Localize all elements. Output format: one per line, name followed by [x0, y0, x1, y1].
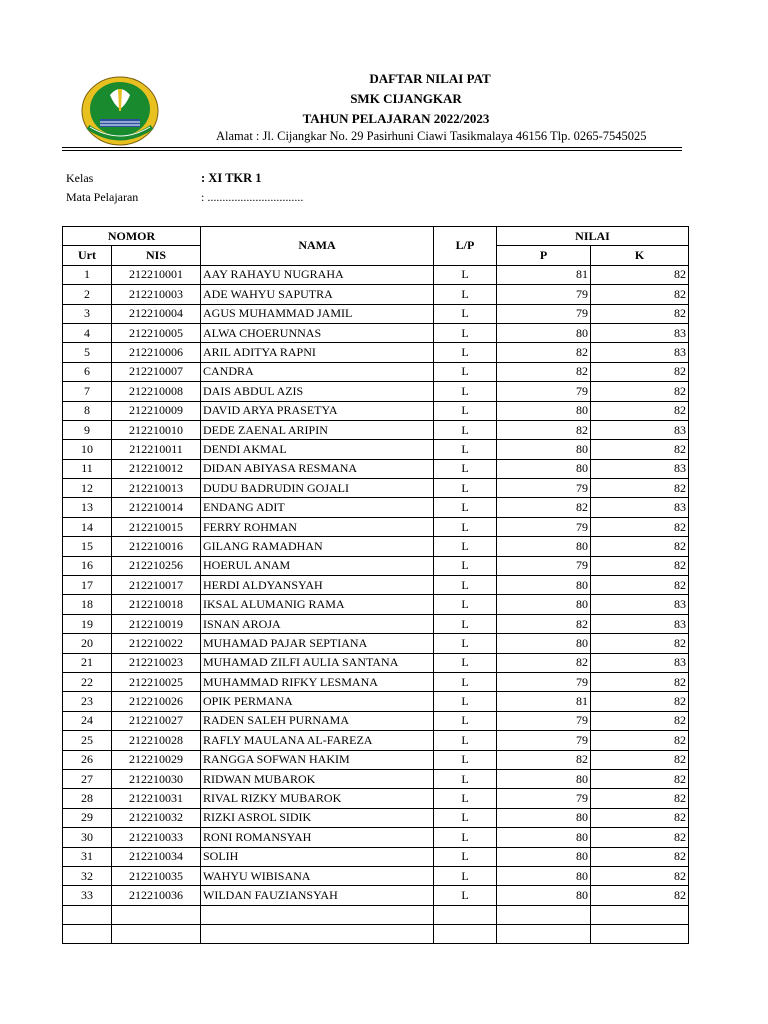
table-row — [63, 265, 689, 284]
table-row — [63, 304, 689, 323]
row-lp: L — [434, 653, 497, 672]
row-nis: 212210009 — [112, 401, 201, 420]
row-lp: L — [434, 420, 497, 439]
row-nilai-k: 82 — [591, 828, 689, 847]
academic-year: TAHUN PELAJARAN 2022/2023 — [302, 111, 490, 126]
row-nilai-p: 80 — [497, 808, 591, 827]
empty-cell — [63, 925, 112, 944]
table-row — [63, 789, 689, 808]
row-nama: ALWA CHOERUNNAS — [201, 323, 434, 342]
row-nilai-p: 79 — [497, 672, 591, 691]
row-nama: CANDRA — [201, 362, 434, 381]
row-urt: 12 — [63, 479, 112, 498]
header-divider-bottom — [62, 150, 682, 151]
row-nilai-k: 82 — [591, 866, 689, 885]
row-nis: 212210256 — [112, 556, 201, 575]
row-nilai-k: 83 — [591, 420, 689, 439]
row-nis: 212210008 — [112, 382, 201, 401]
row-urt: 16 — [63, 556, 112, 575]
row-nis: 212210015 — [112, 517, 201, 536]
table-row — [63, 479, 689, 498]
row-nilai-p: 80 — [497, 595, 591, 614]
row-nama: SOLIH — [201, 847, 434, 866]
row-nama: WAHYU WIBISANA — [201, 866, 434, 885]
row-nama: ISNAN AROJA — [201, 614, 434, 633]
header-nilai: NILAI — [497, 227, 689, 246]
table-row — [63, 711, 689, 730]
row-nilai-p: 80 — [497, 634, 591, 653]
row-nama: RIVAL RIZKY MUBAROK — [201, 789, 434, 808]
row-nilai-k: 82 — [591, 750, 689, 769]
empty-row — [63, 925, 689, 944]
row-nama: FERRY ROHMAN — [201, 517, 434, 536]
row-nama: ARIL ADITYA RAPNI — [201, 343, 434, 362]
empty-row — [63, 905, 689, 924]
row-nama: MUHAMAD PAJAR SEPTIANA — [201, 634, 434, 653]
kelas-value: : XI TKR 1 — [201, 171, 262, 185]
row-nis: 212210017 — [112, 576, 201, 595]
row-nama: RIDWAN MUBAROK — [201, 769, 434, 788]
row-nama: HOERUL ANAM — [201, 556, 434, 575]
row-nis: 212210028 — [112, 731, 201, 750]
row-lp: L — [434, 576, 497, 595]
row-nis: 212210012 — [112, 459, 201, 478]
table-row — [63, 672, 689, 691]
row-nilai-k: 82 — [591, 265, 689, 284]
table-row — [63, 323, 689, 342]
row-nilai-k: 83 — [591, 343, 689, 362]
row-urt: 33 — [63, 886, 112, 905]
row-nama: MUHAMAD ZILFI AULIA SANTANA — [201, 653, 434, 672]
row-lp: L — [434, 828, 497, 847]
row-nilai-p: 79 — [497, 517, 591, 536]
row-nama: OPIK PERMANA — [201, 692, 434, 711]
row-nilai-p: 80 — [497, 828, 591, 847]
school-address: Alamat : Jl. Cijangkar No. 29 Pasirhuni Ciawi Tasikmalaya 46156 Tlp. 0265-7545025 — [216, 129, 647, 143]
row-nilai-k: 82 — [591, 692, 689, 711]
row-nis: 212210014 — [112, 498, 201, 517]
row-urt: 20 — [63, 634, 112, 653]
row-nis: 212210034 — [112, 847, 201, 866]
table-row — [63, 556, 689, 575]
row-nama: DENDI AKMAL — [201, 440, 434, 459]
row-urt: 21 — [63, 653, 112, 672]
table-row — [63, 576, 689, 595]
row-urt: 28 — [63, 789, 112, 808]
table-row — [63, 440, 689, 459]
table-row — [63, 401, 689, 420]
row-urt: 22 — [63, 672, 112, 691]
row-nilai-p: 80 — [497, 576, 591, 595]
empty-cell — [63, 905, 112, 924]
row-nama: MUHAMMAD RIFKY LESMANA — [201, 672, 434, 691]
row-lp: L — [434, 614, 497, 633]
row-nilai-p: 79 — [497, 285, 591, 304]
table-row — [63, 653, 689, 672]
row-lp: L — [434, 634, 497, 653]
row-nilai-k: 82 — [591, 304, 689, 323]
row-nama: HERDI ALDYANSYAH — [201, 576, 434, 595]
row-nis: 212210006 — [112, 343, 201, 362]
row-nilai-k: 82 — [591, 576, 689, 595]
row-nis: 212210007 — [112, 362, 201, 381]
row-urt: 10 — [63, 440, 112, 459]
row-lp: L — [434, 672, 497, 691]
header-k: K — [591, 246, 689, 265]
grades-table — [62, 226, 689, 944]
row-nis: 212210003 — [112, 285, 201, 304]
row-nilai-k: 83 — [591, 614, 689, 633]
row-nis: 212210019 — [112, 614, 201, 633]
row-nilai-k: 82 — [591, 634, 689, 653]
row-nilai-p: 79 — [497, 556, 591, 575]
row-nama: ADE WAHYU SAPUTRA — [201, 285, 434, 304]
row-nama: RONI ROMANSYAH — [201, 828, 434, 847]
row-nilai-p: 81 — [497, 692, 591, 711]
row-nilai-k: 82 — [591, 672, 689, 691]
row-nis: 212210022 — [112, 634, 201, 653]
row-nilai-p: 80 — [497, 769, 591, 788]
table-row — [63, 517, 689, 536]
row-nis: 212210013 — [112, 479, 201, 498]
row-urt: 11 — [63, 459, 112, 478]
row-urt: 3 — [63, 304, 112, 323]
row-urt: 13 — [63, 498, 112, 517]
header-lp: L/P — [434, 227, 497, 266]
table-row — [63, 750, 689, 769]
row-nis: 212210031 — [112, 789, 201, 808]
row-urt: 29 — [63, 808, 112, 827]
row-urt: 14 — [63, 517, 112, 536]
row-nilai-k: 82 — [591, 808, 689, 827]
header-nomor: NOMOR — [63, 227, 201, 246]
row-urt: 15 — [63, 537, 112, 556]
row-nilai-p: 79 — [497, 304, 591, 323]
row-nama: DAIS ABDUL AZIS — [201, 382, 434, 401]
row-lp: L — [434, 692, 497, 711]
header-nis: NIS — [112, 246, 201, 265]
table-row — [63, 498, 689, 517]
row-nilai-k: 83 — [591, 459, 689, 478]
row-nis: 212210029 — [112, 750, 201, 769]
row-lp: L — [434, 731, 497, 750]
row-nilai-k: 82 — [591, 285, 689, 304]
school-name: SMK CIJANGKAR — [350, 91, 462, 106]
row-nilai-k: 82 — [591, 537, 689, 556]
table-row — [63, 362, 689, 381]
table-row — [63, 828, 689, 847]
row-lp: L — [434, 382, 497, 401]
row-lp: L — [434, 323, 497, 342]
row-nis: 212210030 — [112, 769, 201, 788]
row-nis: 212210025 — [112, 672, 201, 691]
table-row — [63, 886, 689, 905]
row-nilai-k: 82 — [591, 362, 689, 381]
row-nilai-p: 80 — [497, 886, 591, 905]
table-row — [63, 382, 689, 401]
row-urt: 31 — [63, 847, 112, 866]
row-nis: 212210018 — [112, 595, 201, 614]
row-nilai-p: 82 — [497, 343, 591, 362]
row-nilai-k: 83 — [591, 498, 689, 517]
row-nilai-p: 79 — [497, 382, 591, 401]
row-nis: 212210011 — [112, 440, 201, 459]
row-lp: L — [434, 498, 497, 517]
row-nilai-p: 79 — [497, 731, 591, 750]
row-nilai-p: 82 — [497, 614, 591, 633]
row-urt: 19 — [63, 614, 112, 633]
mapel-label: Mata Pelajaran — [66, 190, 139, 204]
table-row — [63, 692, 689, 711]
row-urt: 25 — [63, 731, 112, 750]
row-nilai-p: 82 — [497, 498, 591, 517]
row-lp: L — [434, 285, 497, 304]
row-nilai-k: 82 — [591, 401, 689, 420]
row-nama: AAY RAHAYU NUGRAHA — [201, 265, 434, 284]
empty-cell — [434, 925, 497, 944]
row-nilai-p: 79 — [497, 479, 591, 498]
row-nis: 212210005 — [112, 323, 201, 342]
row-nilai-k: 82 — [591, 789, 689, 808]
row-lp: L — [434, 866, 497, 885]
row-nis: 212210032 — [112, 808, 201, 827]
document-title: DAFTAR NILAI PAT — [369, 71, 491, 86]
row-urt: 5 — [63, 343, 112, 362]
row-nilai-k: 82 — [591, 382, 689, 401]
header-urt: Urt — [63, 246, 112, 265]
row-lp: L — [434, 886, 497, 905]
row-nilai-p: 82 — [497, 362, 591, 381]
row-lp: L — [434, 343, 497, 362]
row-nama: WILDAN FAUZIANSYAH — [201, 886, 434, 905]
row-nilai-k: 83 — [591, 323, 689, 342]
row-nilai-p: 80 — [497, 401, 591, 420]
row-lp: L — [434, 711, 497, 730]
row-nama: DIDAN ABIYASA RESMANA — [201, 459, 434, 478]
row-nama: DAVID ARYA PRASETYA — [201, 401, 434, 420]
row-urt: 30 — [63, 828, 112, 847]
empty-cell — [112, 925, 201, 944]
kelas-label: Kelas — [66, 171, 94, 185]
table-row — [63, 343, 689, 362]
row-nama: AGUS MUHAMMAD JAMIL — [201, 304, 434, 323]
row-urt: 23 — [63, 692, 112, 711]
row-urt: 17 — [63, 576, 112, 595]
row-urt: 18 — [63, 595, 112, 614]
empty-cell — [201, 925, 434, 944]
row-nis: 212210010 — [112, 420, 201, 439]
table-row — [63, 731, 689, 750]
row-nama: RANGGA SOFWAN HAKIM — [201, 750, 434, 769]
row-nilai-k: 82 — [591, 847, 689, 866]
row-nilai-k: 82 — [591, 769, 689, 788]
row-urt: 27 — [63, 769, 112, 788]
row-nis: 212210001 — [112, 265, 201, 284]
row-nilai-k: 82 — [591, 731, 689, 750]
table-row — [63, 634, 689, 653]
row-lp: L — [434, 440, 497, 459]
row-nilai-p: 82 — [497, 750, 591, 769]
row-lp: L — [434, 362, 497, 381]
row-nilai-p: 80 — [497, 537, 591, 556]
grades-body — [63, 265, 689, 944]
row-nis: 212210033 — [112, 828, 201, 847]
table-row — [63, 866, 689, 885]
table-row — [63, 847, 689, 866]
header-nama: NAMA — [201, 227, 434, 266]
row-urt: 8 — [63, 401, 112, 420]
row-nis: 212210016 — [112, 537, 201, 556]
row-urt: 26 — [63, 750, 112, 769]
row-urt: 9 — [63, 420, 112, 439]
empty-cell — [497, 925, 591, 944]
row-lp: L — [434, 595, 497, 614]
header-p: P — [497, 246, 591, 265]
empty-cell — [201, 905, 434, 924]
row-nis: 212210035 — [112, 866, 201, 885]
table-row — [63, 537, 689, 556]
row-nilai-p: 80 — [497, 866, 591, 885]
row-urt: 7 — [63, 382, 112, 401]
row-nilai-k: 82 — [591, 886, 689, 905]
row-nilai-p: 79 — [497, 789, 591, 808]
empty-cell — [497, 905, 591, 924]
row-nilai-p: 82 — [497, 653, 591, 672]
table-row — [63, 769, 689, 788]
row-nilai-p: 80 — [497, 847, 591, 866]
row-nis: 212210036 — [112, 886, 201, 905]
row-nilai-p: 82 — [497, 420, 591, 439]
header-divider-top — [62, 147, 682, 148]
row-urt: 1 — [63, 265, 112, 284]
row-nilai-k: 82 — [591, 440, 689, 459]
row-lp: L — [434, 459, 497, 478]
mapel-value: : ................................ — [201, 190, 304, 204]
table-row — [63, 595, 689, 614]
row-urt: 4 — [63, 323, 112, 342]
table-row — [63, 459, 689, 478]
row-nama: GILANG RAMADHAN — [201, 537, 434, 556]
row-lp: L — [434, 479, 497, 498]
row-nilai-p: 80 — [497, 459, 591, 478]
empty-cell — [591, 905, 689, 924]
row-nama: RAFLY MAULANA AL-FAREZA — [201, 731, 434, 750]
row-urt: 2 — [63, 285, 112, 304]
row-lp: L — [434, 265, 497, 284]
row-nis: 212210023 — [112, 653, 201, 672]
table-row — [63, 420, 689, 439]
table-row — [63, 614, 689, 633]
row-lp: L — [434, 808, 497, 827]
row-nilai-p: 80 — [497, 440, 591, 459]
row-lp: L — [434, 750, 497, 769]
row-nilai-k: 82 — [591, 711, 689, 730]
row-urt: 32 — [63, 866, 112, 885]
row-nama: RIZKI ASROL SIDIK — [201, 808, 434, 827]
empty-cell — [591, 925, 689, 944]
row-lp: L — [434, 517, 497, 536]
row-nilai-p: 81 — [497, 265, 591, 284]
row-nilai-k: 82 — [591, 517, 689, 536]
empty-cell — [434, 905, 497, 924]
row-nilai-k: 82 — [591, 556, 689, 575]
row-lp: L — [434, 769, 497, 788]
table-row — [63, 285, 689, 304]
row-nama: RADEN SALEH PURNAMA — [201, 711, 434, 730]
row-nama: DUDU BADRUDIN GOJALI — [201, 479, 434, 498]
row-lp: L — [434, 304, 497, 323]
row-urt: 6 — [63, 362, 112, 381]
row-lp: L — [434, 556, 497, 575]
row-nama: IKSAL ALUMANIG RAMA — [201, 595, 434, 614]
row-lp: L — [434, 537, 497, 556]
row-nilai-p: 79 — [497, 711, 591, 730]
row-nilai-k: 83 — [591, 595, 689, 614]
empty-cell — [112, 905, 201, 924]
row-lp: L — [434, 789, 497, 808]
table-row — [63, 808, 689, 827]
row-nis: 212210004 — [112, 304, 201, 323]
row-nilai-k: 82 — [591, 479, 689, 498]
row-nama: DEDE ZAENAL ARIPIN — [201, 420, 434, 439]
row-nilai-k: 83 — [591, 653, 689, 672]
row-lp: L — [434, 401, 497, 420]
row-nilai-p: 80 — [497, 323, 591, 342]
row-nis: 212210026 — [112, 692, 201, 711]
row-lp: L — [434, 847, 497, 866]
row-urt: 24 — [63, 711, 112, 730]
row-nis: 212210027 — [112, 711, 201, 730]
row-nama: ENDANG ADIT — [201, 498, 434, 517]
